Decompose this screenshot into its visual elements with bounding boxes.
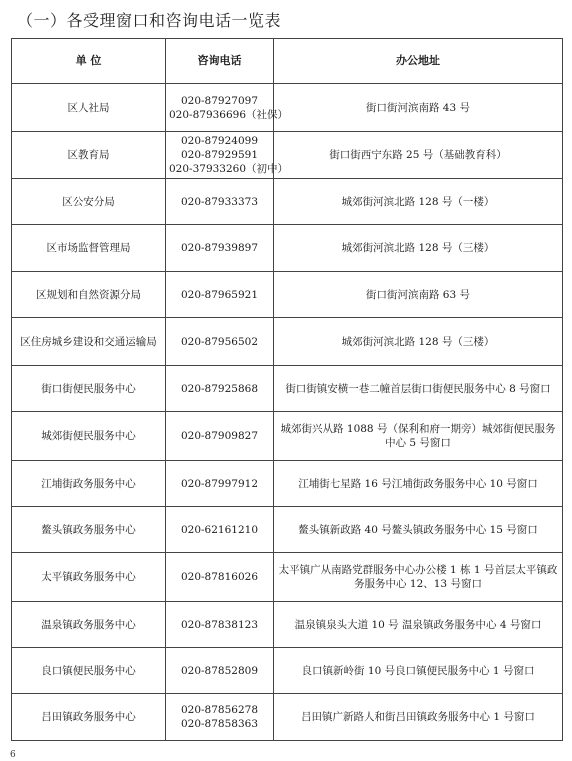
address-cell: 吕田镇广新路人和街吕田镇政务服务中心 1 号窗口 (274, 694, 563, 741)
phone-number: 020-87956502 (180, 335, 259, 348)
table-row (12, 648, 563, 694)
unit-cell: 区住房城乡建设和交通运输局 (12, 318, 166, 366)
address-cell: 太平镇广从南路党群服务中心办公楼 1 栋 1 号首层太平镇政务服务中心 12、13 号窗口 (274, 553, 563, 602)
unit-cell: 区人社局 (12, 84, 166, 132)
unit-cell: 城郊街便民服务中心 (12, 412, 166, 461)
address-cell: 街口街河滨南路 63 号 (274, 272, 563, 318)
table-row (12, 318, 563, 366)
unit-cell: 鳌头镇政务服务中心 (12, 507, 166, 553)
unit-cell: 吕田镇政务服务中心 (12, 694, 166, 741)
phone-number: 020-87965921 (180, 288, 259, 301)
address-cell: 城郊街河滨北路 128 号（一楼） (274, 179, 563, 225)
table-row (12, 553, 563, 602)
phone-number: 020-37933260（初中） (169, 163, 289, 175)
table-row (12, 132, 563, 179)
phone-cell (166, 602, 274, 648)
phone-number: 020-87909827 (180, 430, 259, 442)
phone-cell (166, 366, 274, 412)
table-row (12, 412, 563, 461)
table-row (12, 366, 563, 412)
address-cell: 城郊街河滨北路 128 号（三楼） (274, 225, 563, 272)
phone-cell (166, 132, 289, 179)
unit-cell: 区教育局 (12, 132, 166, 179)
address-cell: 良口镇新岭街 10 号良口镇便民服务中心 1 号窗口 (274, 648, 563, 694)
address-cell: 街口街河滨南路 43 号 (274, 84, 563, 132)
phone-cell (166, 694, 274, 741)
phone-number: 020-87925868 (180, 382, 259, 395)
unit-cell: 区公安分局 (12, 179, 166, 225)
unit-cell: 太平镇政务服务中心 (12, 553, 166, 602)
header-phone: 咨询电话 (166, 39, 274, 84)
unit-cell: 区规划和自然资源分局 (12, 272, 166, 318)
phone-cell (166, 553, 274, 602)
address-cell: 街口街镇安横一巷二幢首层街口街便民服务中心 8 号窗口 (274, 366, 563, 412)
phone-number: 020-87927097 (180, 94, 259, 107)
table-row (12, 225, 563, 272)
page-number: 6 (10, 750, 16, 760)
header-address: 办公地址 (274, 39, 563, 84)
table-row (12, 179, 563, 225)
phone-cell (166, 412, 274, 461)
phone-number: 020-62161210 (180, 523, 259, 536)
header-unit: 单 位 (12, 39, 166, 84)
phone-number: 020-87936696（社保） (169, 108, 289, 121)
phone-number: 020-87933373 (180, 195, 259, 208)
phone-number: 020-87997912 (180, 477, 259, 490)
phone-number: 020-87816026 (180, 571, 259, 583)
table-body (12, 84, 563, 741)
table-row (12, 507, 563, 553)
address-cell: 城郊街兴从路 1088 号（保利和府一期旁）城郊街便民服务中心 5 号窗口 (274, 412, 563, 461)
address-cell: 江埔街七星路 16 号江埔街政务服务中心 10 号窗口 (274, 461, 563, 507)
table-header-row (12, 39, 563, 84)
address-cell: 街口街西宁东路 25 号（基础教育科） (274, 132, 563, 179)
phone-number: 020-87852809 (180, 664, 259, 677)
unit-cell: 区市场监督管理局 (12, 225, 166, 272)
phone-number: 020-87858363 (180, 718, 259, 730)
address-cell: 城郊街河滨北路 128 号（三楼） (274, 318, 563, 366)
phone-cell (166, 461, 274, 507)
phone-cell (166, 84, 289, 132)
phone-number: 020-87856278 (180, 704, 259, 716)
page-title: （一）各受理窗口和咨询电话一览表 (17, 11, 282, 30)
table-row (12, 694, 563, 741)
phone-cell (166, 225, 274, 272)
service-window-table (11, 38, 563, 741)
phone-cell (166, 179, 274, 225)
unit-cell: 江埔街政务服务中心 (12, 461, 166, 507)
unit-cell: 街口街便民服务中心 (12, 366, 166, 412)
table-row (12, 84, 563, 132)
phone-number: 020-87838123 (180, 618, 259, 631)
phone-cell (166, 318, 274, 366)
unit-cell: 良口镇便民服务中心 (12, 648, 166, 694)
unit-cell: 温泉镇政务服务中心 (12, 602, 166, 648)
table-row (12, 272, 563, 318)
address-cell: 鳌头镇新政路 40 号鳌头镇政务服务中心 15 号窗口 (274, 507, 563, 553)
phone-number: 020-87939897 (180, 242, 259, 254)
phone-number: 020-87924099 (180, 135, 259, 147)
phone-cell (166, 648, 274, 694)
table-row (12, 602, 563, 648)
phone-cell (166, 507, 274, 553)
table-row (12, 461, 563, 507)
phone-number: 020-87929591 (180, 149, 259, 161)
phone-cell (166, 272, 274, 318)
address-cell: 温泉镇泉头大道 10 号 温泉镇政务服务中心 4 号窗口 (274, 602, 563, 648)
